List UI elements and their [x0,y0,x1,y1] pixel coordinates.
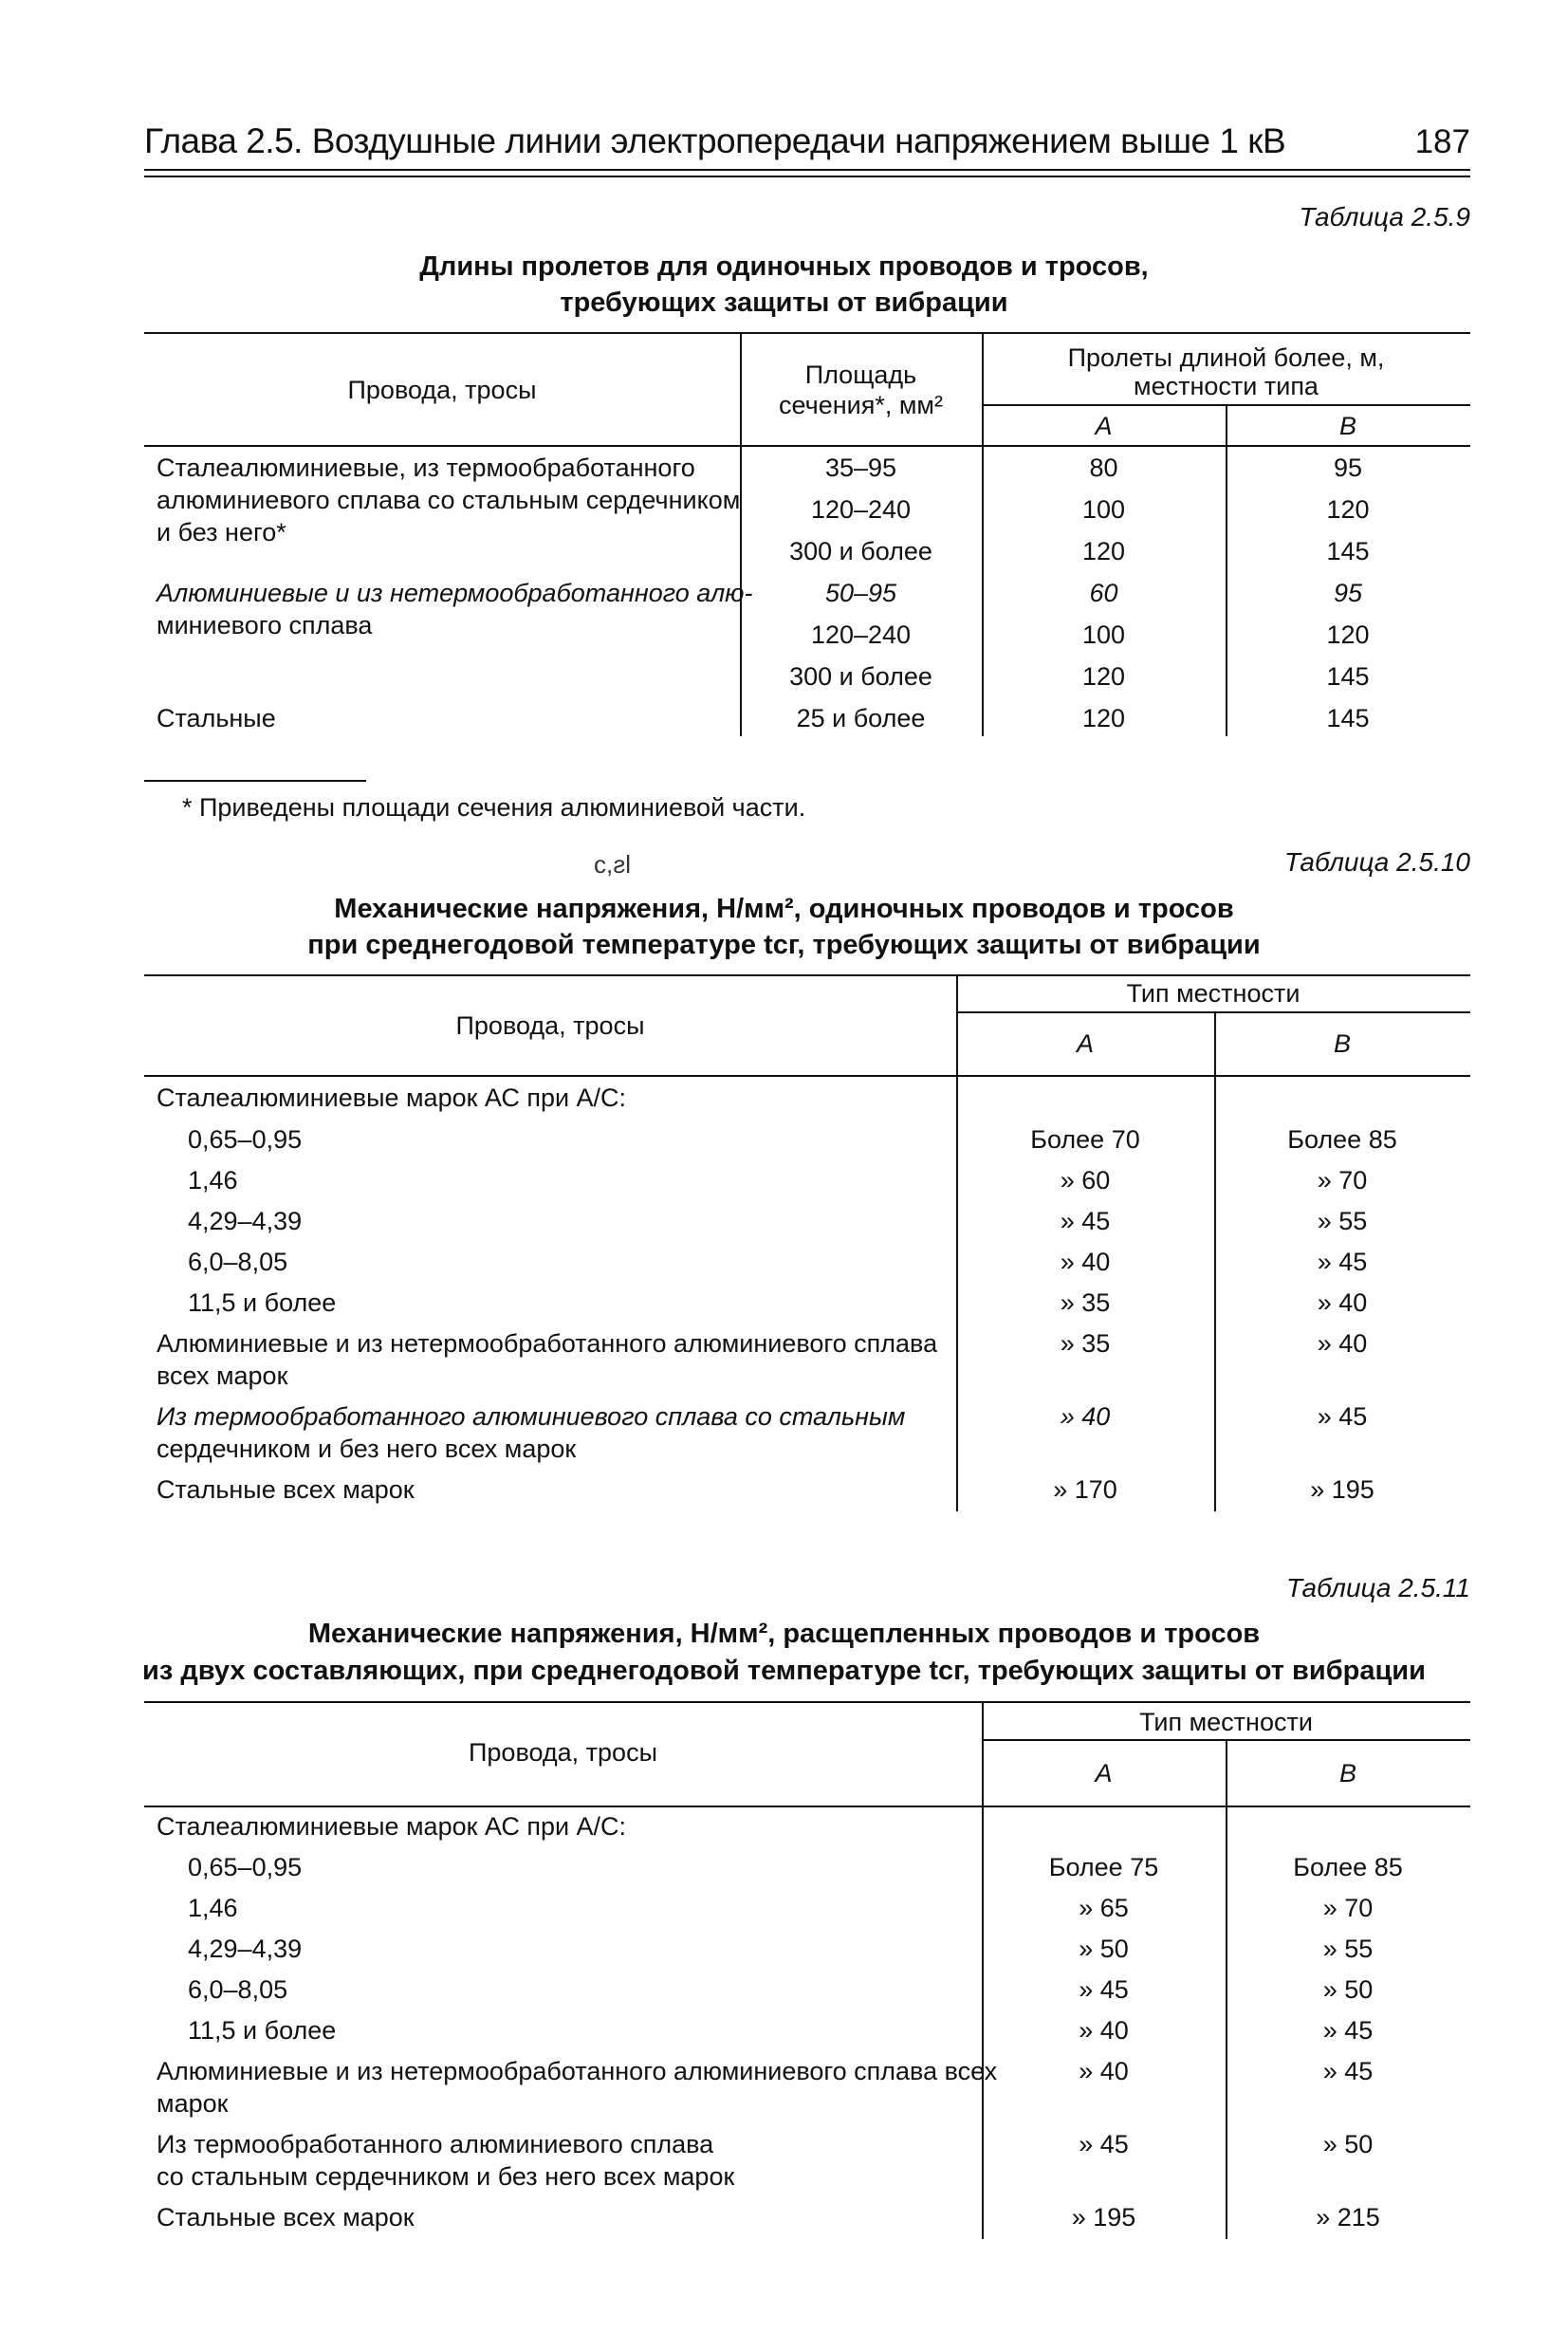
area-cell: 120–240 [810,495,912,524]
row-label: Стальные всех марок [157,1475,415,1504]
column-header: местности типа [1134,372,1319,400]
row-label: Алюминиевые и из нетермообработанного алюминиевого сплава [157,1329,938,1358]
area-cell: 300 и более [789,662,932,691]
area-cell: 35–95 [824,454,897,482]
value-a-cell: » 45 [1060,1207,1111,1235]
column-header-b: В [1338,412,1356,440]
column-header: Площадь [804,361,917,389]
value-a-cell: » 65 [1079,1894,1129,1922]
value-a-cell: » 195 [1071,2203,1136,2232]
value-b-cell: » 50 [1322,2130,1374,2158]
row-label: 0,65–0,95 [188,1853,303,1881]
row-label: со стальным сердечником и без него всех марок [157,2162,735,2191]
column-header-b: В [1338,1759,1356,1787]
area-cell: 120–240 [810,620,912,649]
row-label: Из термообработанного алюминиевого сплава [157,2130,714,2158]
table-title: Механические напряжения, Н/мм², расщепленных проводов и тросов [307,1619,1261,1649]
column-header: Провода, тросы [455,1011,645,1040]
value-a-cell: 120 [1081,704,1126,732]
value-a-cell: » 170 [1053,1475,1117,1504]
value-b-cell: 95 [1333,454,1363,482]
page-number: 187 [1414,123,1470,160]
table-title: из двух составляющих, при среднегодовой температуре tсг, требующих защиты от вибрации [142,1656,1426,1686]
column-header: Тип местности [1126,979,1301,1008]
table-title: Механические напряжения, Н/мм², одиночных проводов и тросов [334,894,1234,924]
value-a-cell: 100 [1081,620,1126,649]
value-b-cell: 120 [1326,495,1370,524]
row-label: Алюминиевые и из нетермообработанного алю- [157,579,753,607]
subheader: Сталеалюминиевые марок АС при А/С: [157,1083,627,1112]
row-label: 11,5 и более [188,2016,337,2045]
value-b-cell: Более 85 [1287,1125,1397,1154]
column-header-a: А [1095,1759,1113,1787]
value-a-cell: » 35 [1060,1288,1111,1317]
value-b-cell: » 70 [1317,1166,1368,1195]
value-b-cell: 145 [1326,704,1370,732]
header-rule-2 [144,176,1470,177]
value-b-cell: » 55 [1317,1207,1368,1235]
row-label: 1,46 [188,1894,238,1922]
column-header-a: А [1095,412,1113,440]
row-label: сердечником и без него всех марок [157,1435,577,1463]
area-cell: 50–95 [824,579,897,607]
value-a-cell: » 40 [1060,1402,1111,1431]
header-rule [144,169,1470,171]
value-b-cell: » 55 [1322,1935,1374,1963]
value-a-cell: » 40 [1079,2016,1129,2045]
column-header-a: А [1076,1029,1094,1058]
table-rule [144,332,1470,334]
column-header: Тип местности [1139,1708,1313,1736]
value-b-cell: » 195 [1310,1475,1374,1504]
value-a-cell: » 45 [1079,2130,1129,2158]
row-label: 1,46 [188,1166,238,1195]
row-label: 4,29–4,39 [188,1207,303,1235]
value-a-cell: » 40 [1060,1248,1111,1276]
column-header: Пролеты длиной более, м, [1067,343,1385,372]
value-a-cell: 80 [1089,454,1118,482]
value-b-cell: » 45 [1322,2016,1374,2045]
value-b-cell: » 45 [1322,2057,1374,2085]
column-header: Провода, тросы [347,376,537,404]
value-b-cell: » 45 [1317,1248,1368,1276]
table-number: Таблица 2.5.11 [1285,1573,1470,1602]
value-a-cell: 120 [1081,662,1126,691]
value-b-cell: 145 [1326,662,1370,691]
table-title: требующих защиты от вибрации [560,287,1008,318]
row-label: Стальные [157,704,276,732]
table-title: Длины пролетов для одиночных проводов и тросов, [419,251,1149,282]
value-a-cell: 100 [1081,495,1126,524]
value-a-cell: » 60 [1060,1166,1111,1195]
value-b-cell: 120 [1326,620,1370,649]
value-a-cell: » 50 [1079,1935,1129,1963]
table-number: Таблица 2.5.9 [1299,202,1470,231]
row-label: алюминиевого сплава со стальным сердечником [157,486,741,514]
row-label: марок [157,2089,229,2118]
table-number: Таблица 2.5.10 [1283,847,1470,877]
value-b-cell: 95 [1333,579,1363,607]
row-label: 11,5 и более [188,1288,337,1317]
column-header: Провода, тросы [469,1738,657,1767]
row-label: 4,29–4,39 [188,1935,303,1963]
value-b-cell: » 70 [1322,1894,1374,1922]
area-cell: 25 и более [796,704,926,732]
table-rule [144,1075,1470,1077]
value-b-cell: » 40 [1317,1288,1368,1317]
table-rule [144,1806,1470,1807]
table-title: при среднегодовой температуре tсг, требующих защиты от вибрации [307,930,1261,960]
row-label: 6,0–8,05 [188,1975,288,2004]
value-a-cell: 120 [1081,537,1126,565]
row-label: и без него* [157,518,286,546]
subheader: Сталеалюминиевые марок АС при А/С: [157,1812,627,1841]
value-b-cell: 145 [1326,537,1370,565]
row-label: 0,65–0,95 [188,1125,303,1154]
row-label: Алюминиевые и из нетермообработанного алюминиевого сплава всех [157,2057,998,2085]
value-a-cell: » 45 [1079,1975,1129,2004]
value-a-cell: » 40 [1079,2057,1129,2085]
column-header: сечения*, мм² [779,391,943,419]
footnote-rule [144,780,366,782]
value-a-cell: » 35 [1060,1329,1111,1358]
value-b-cell: » 215 [1316,2203,1380,2232]
footnote: * Приведены площади сечения алюминиевой части. [182,793,806,822]
row-label: Сталеалюминиевые, из термообработанного [157,454,695,482]
table-rule [144,1701,1470,1703]
area-cell: 300 и более [789,537,932,565]
stray-mark: c,ƨƖ [594,850,631,879]
value-b-cell: » 50 [1322,1975,1374,2004]
table-rule [956,1011,1470,1013]
value-a-cell: Более 70 [1030,1125,1140,1154]
value-b-cell: » 45 [1317,1402,1368,1431]
table-rule [144,974,1470,976]
row-label: 6,0–8,05 [188,1248,288,1276]
row-label: миниевого сплава [157,611,373,639]
row-label: Из термообработанного алюминиевого сплава со стальным [157,1402,906,1431]
value-a-cell: 60 [1089,579,1118,607]
row-label: всех марок [157,1361,288,1390]
value-a-cell: Более 75 [1048,1853,1159,1881]
table-rule [144,445,1470,447]
value-b-cell: » 40 [1317,1329,1368,1358]
row-label: Стальные всех марок [157,2203,415,2232]
column-header-b: В [1333,1029,1351,1058]
running-header-title: Глава 2.5. Воздушные линии электропередачи напряжением выше 1 кВ [144,121,1286,160]
value-b-cell: Более 85 [1293,1853,1403,1881]
